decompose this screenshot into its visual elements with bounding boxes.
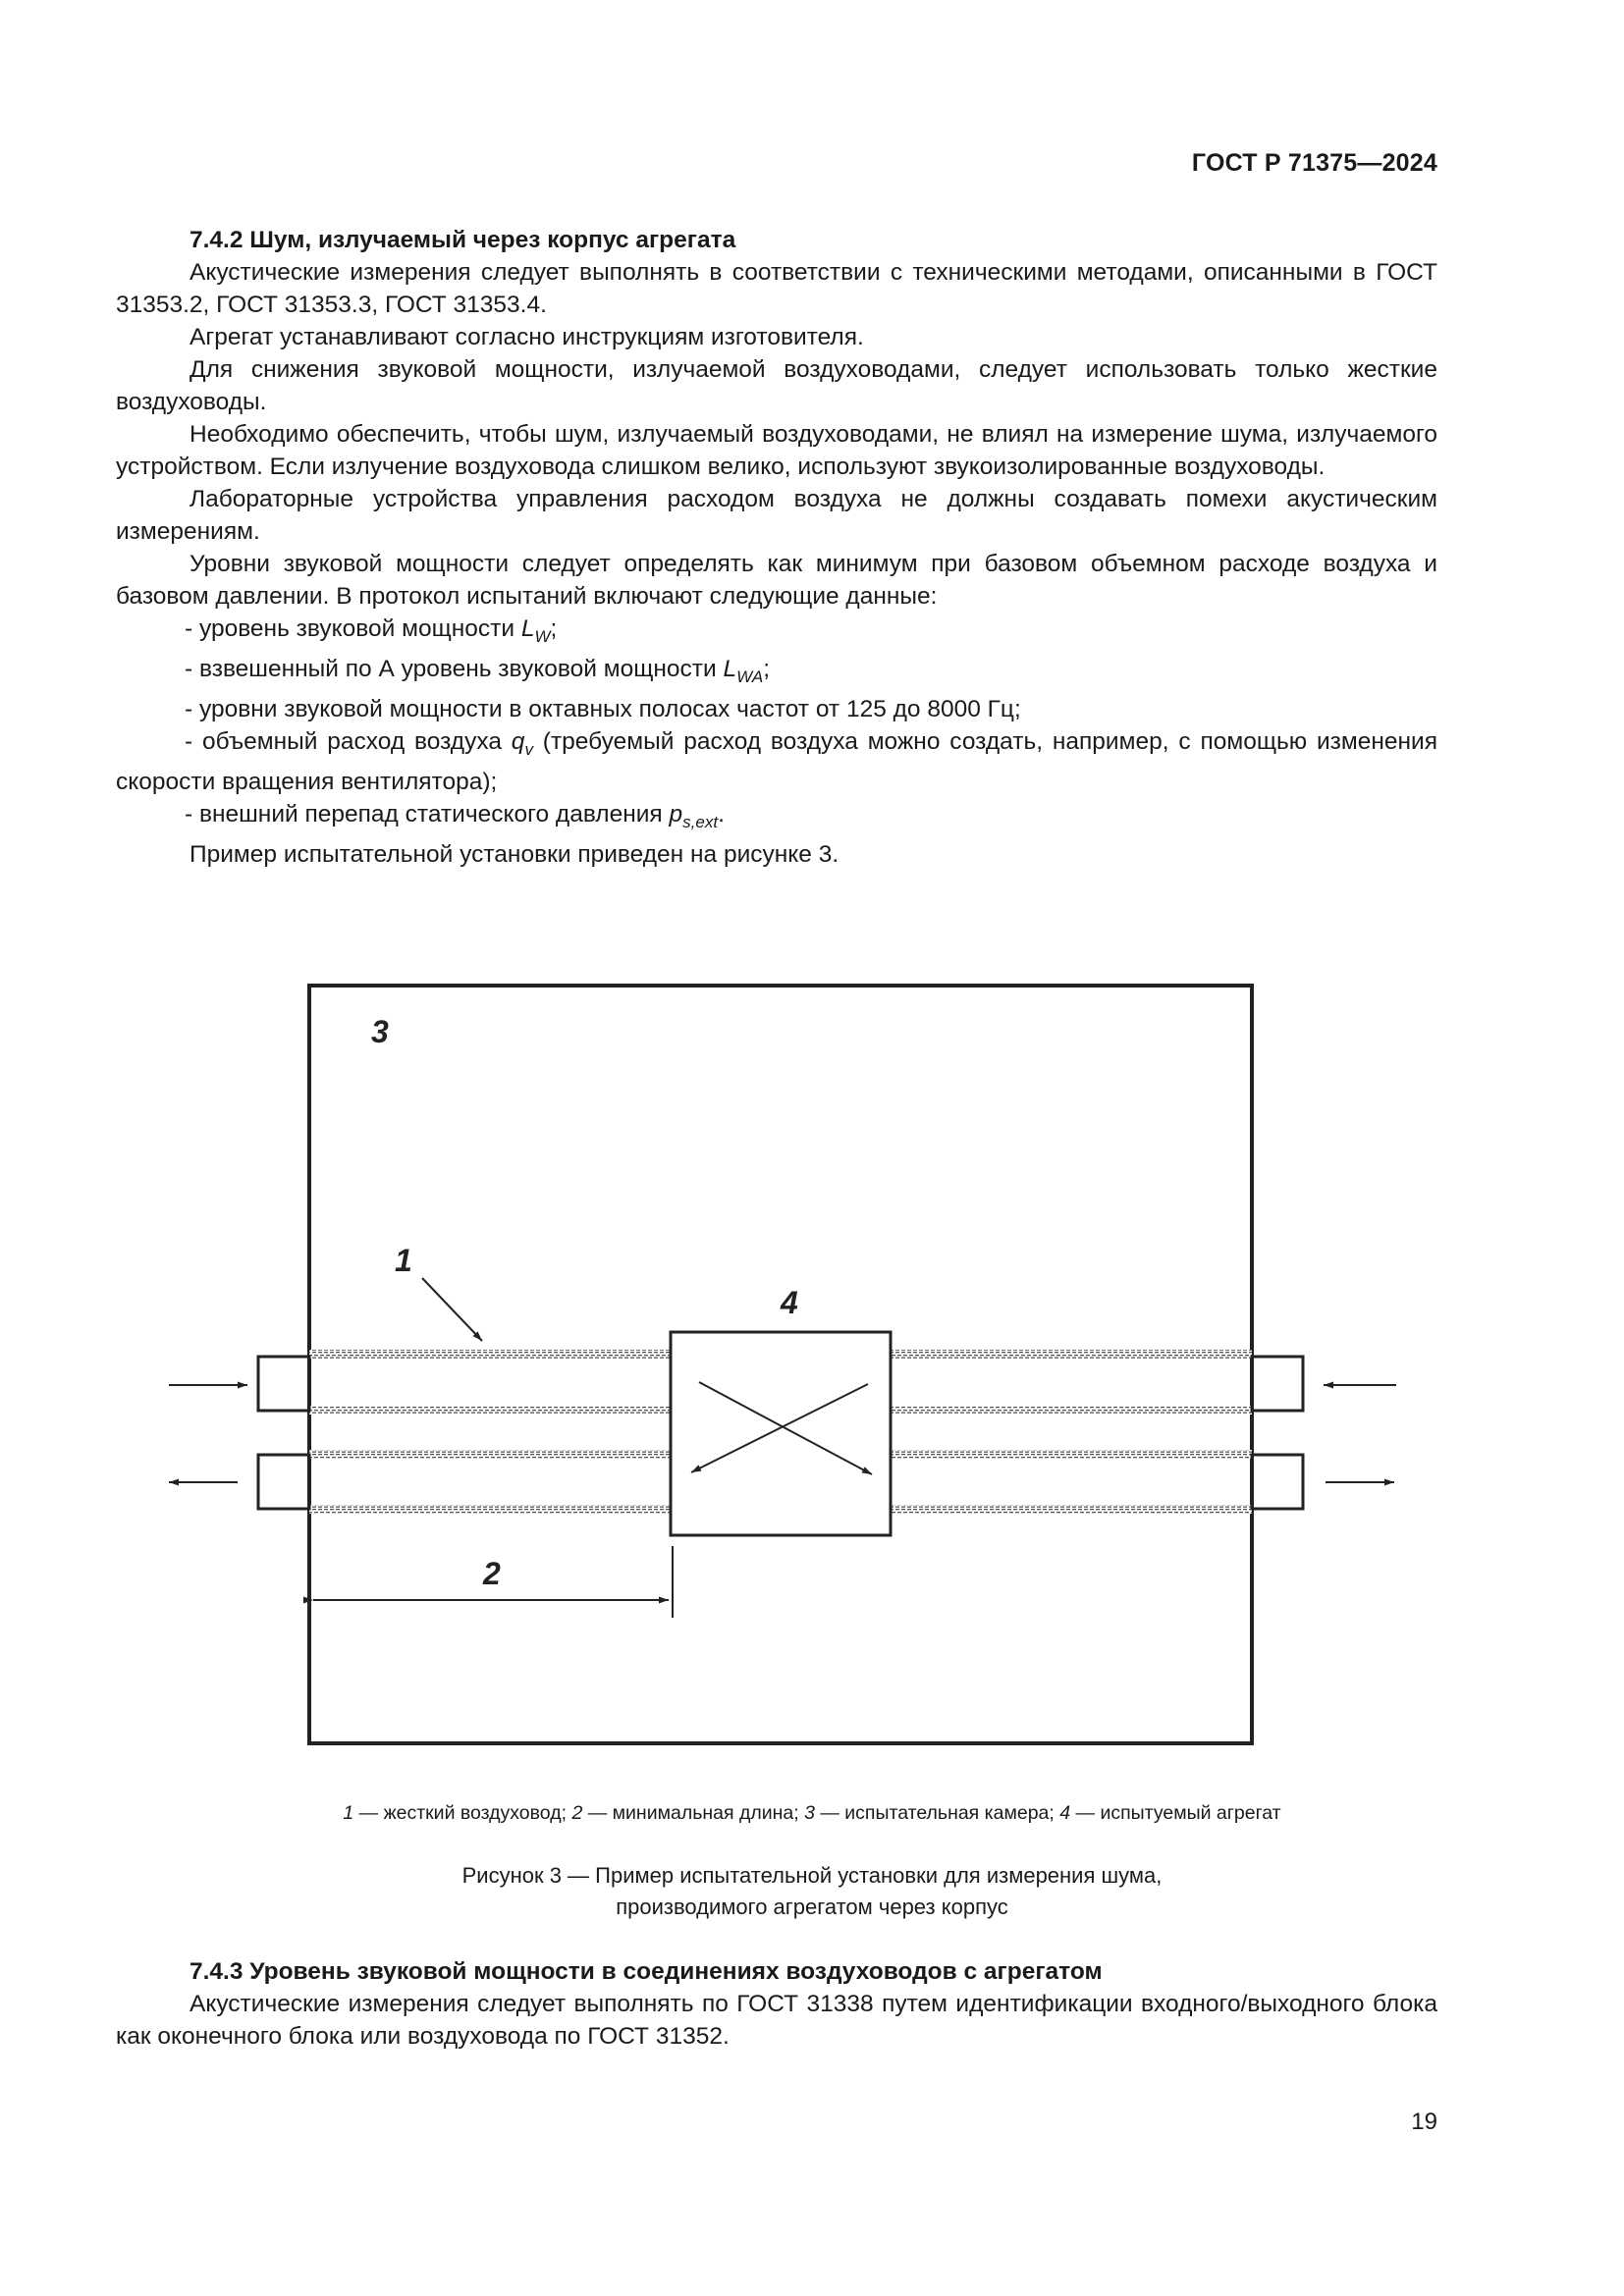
section-7-4-2 [116, 224, 1437, 871]
rigid-duct [891, 1505, 1252, 1514]
paragraph: Агрегат устанавливают согласно инструкциям изготовителя. [189, 324, 864, 350]
page-number: 19 [1411, 2109, 1437, 2135]
test-setup-diagram [0, 962, 1624, 1767]
duct-stub [1252, 1455, 1303, 1509]
label-chamber: 3 [371, 1014, 389, 1049]
paragraph: Уровни звуковой мощности следует определять как минимум при базовом объемном расходе воздуха и базовом давлении. В протокол испытаний включают следующие данные: [116, 551, 1437, 610]
label-min-length: 2 [483, 1556, 501, 1591]
rigid-duct [891, 1406, 1252, 1415]
paragraph: Пример испытательной установки приведен на рисунке 3. [189, 840, 839, 868]
list-item: - взвешенный по А уровень звуковой мощности $L_{WA}$; [185, 655, 771, 686]
tested-unit [671, 1332, 891, 1535]
rigid-duct [309, 1406, 671, 1415]
paragraph: Лабораторные устройства управления расходом воздуха не должны создавать помехи акустическим измерениям. [116, 486, 1437, 545]
paragraph: Акустические измерения следует выполнять в соответствии с техническими методами, описанными в ГОСТ 31353.2, ГОСТ 31353.3, ГОСТ 31353.4. [116, 259, 1437, 318]
duct-stub [1252, 1357, 1303, 1411]
duct-stub [258, 1455, 309, 1509]
list-item: - уровень звуковой мощности $L_W$; [185, 615, 558, 646]
section-7-4-3 [116, 1955, 1437, 2053]
paragraph: Необходимо обеспечить, чтобы шум, излучаемый воздуховодами, не влиял на измерение шума, излучаемого устройством. Если излучение воздуховода слишком велико, используют звукоизолированные воздуховоды. [116, 421, 1437, 480]
label-duct: 1 [395, 1243, 412, 1278]
section-heading: 7.4.2 Шум, излучаемый через корпус агрегата [189, 227, 736, 253]
rigid-duct [309, 1505, 671, 1514]
list-item: - объемный расход воздуха $q_v$ (требуемый расход воздуха можно создать, например, с помощью изменения скорости вращения вентилятора); [116, 727, 1437, 795]
list-item: - внешний перепад статического давления $p_{s,ext}$. [185, 800, 725, 831]
label-leader [422, 1278, 482, 1341]
document-id-header: ГОСТ Р 71375—2024 [1191, 149, 1437, 177]
rigid-duct [891, 1450, 1252, 1459]
figure-caption: Рисунок 3 — Пример испытательной установки для измерения шума, производимого агрегатом через корпус [461, 1863, 1163, 1919]
rigid-duct [309, 1450, 671, 1459]
paragraph: Для снижения звуковой мощности, излучаемой воздуховодами, следует использовать только жесткие воздуховоды. [116, 356, 1437, 415]
rigid-duct [309, 1350, 671, 1359]
figure-legend: 1 — жесткий воздуховод; 2 — минимальная длина; 3 — испытательная камера; 4 — испытуемый агрегат [343, 1802, 1281, 1824]
rigid-duct [891, 1350, 1252, 1359]
duct-stub [258, 1357, 309, 1411]
label-unit: 4 [781, 1285, 798, 1320]
paragraph: Акустические измерения следует выполнять по ГОСТ 31338 путем идентификации входного/выходного блока как оконечного блока или воздуховода по ГОСТ 31352. [116, 1991, 1437, 2050]
section-heading: 7.4.3 Уровень звуковой мощности в соединениях воздуховодов с агрегатом [189, 1958, 1103, 1985]
list-item: - уровни звуковой мощности в октавных полосах частот от 125 до 8000 Гц; [185, 695, 1021, 722]
